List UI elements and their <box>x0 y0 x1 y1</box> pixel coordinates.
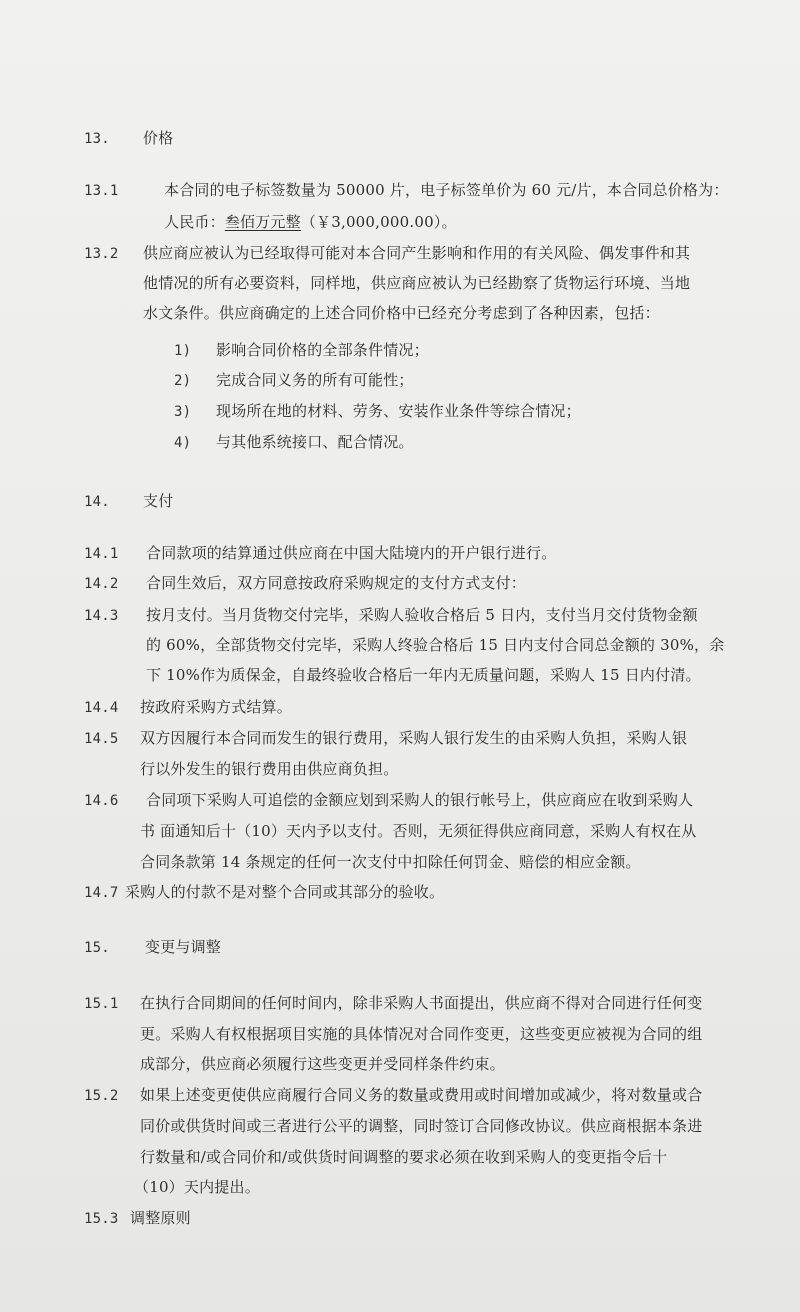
clause-14-6-line2: 书 面通知后十（10）天内予以支付。否则，无须征得供应商同意，采购人有权在从 <box>140 822 697 840</box>
clause-14-1-line1: 合同款项的结算通过供应商在中国大陆境内的开户银行进行。 <box>146 544 557 562</box>
section-14-title: 支付 <box>143 492 174 510</box>
clause-14-1-number: 14.1 <box>84 546 119 562</box>
section-14-number: 14. <box>84 494 110 510</box>
clause-14-6-number: 14.6 <box>84 793 119 809</box>
clause-15-1-line2: 更。采购人有权根据项目实施的具体情况对合同作变更，这些变更应被视为合同的组 <box>140 1025 703 1043</box>
clause-14-3-line3: 下 10%作为质保金，自最终验收合格后一年内无质量问题，采购人 15 日内付清。 <box>146 666 701 684</box>
clause-13-1-number: 13.1 <box>84 183 119 199</box>
amount-in-words: 叁佰万元整 <box>224 213 301 231</box>
clause-15-2-line3: 行数量和/或合同价和/或供货时间调整的要求必须在收到采购人的变更指令后十 <box>140 1148 668 1166</box>
list-item-1-number: 1) <box>174 343 192 359</box>
clause-14-2-line1: 合同生效后，双方同意按政府采购规定的支付方式支付： <box>146 574 527 592</box>
clause-14-4-line1: 按政府采购方式结算。 <box>140 698 293 716</box>
list-item-2-text: 完成合同义务的所有可能性； <box>216 371 414 389</box>
list-item-3-number: 3) <box>174 404 192 420</box>
clause-15-1-number: 15.1 <box>84 996 119 1012</box>
clause-15-3-number: 15.3 <box>84 1211 119 1227</box>
clause-14-5-line2: 行以外发生的银行费用由供应商负担。 <box>140 760 399 778</box>
list-item-3-text: 现场所在地的材料、劳务、安装作业条件等综合情况； <box>216 402 581 420</box>
clause-14-3-line2: 的 60%，全部货物交付完毕，采购人终验合格后 15 日内支付合同总金额的 30%，余 <box>146 636 725 654</box>
clause-14-6-line3: 合同条款第 14 条规定的任何一次支付中扣除任何罚金、赔偿的相应金额。 <box>140 853 641 871</box>
clause-14-5-number: 14.5 <box>84 731 119 747</box>
clause-15-2-line2: 同价或供货时间或三者进行公平的调整，同时签订合同修改协议。供应商根据本条进 <box>140 1117 703 1135</box>
clause-13-2-line2: 他情况的所有必要资料，同样地，供应商应被认为已经勘察了货物运行环境、当地 <box>143 274 691 292</box>
clause-13-2-line3: 水文条件。供应商确定的上述合同价格中已经充分考虑到了各种因素，包括： <box>143 304 660 322</box>
section-13-number: 13. <box>84 131 110 147</box>
section-15-title: 变更与调整 <box>145 938 222 956</box>
section-13-title: 价格 <box>143 129 174 147</box>
clause-14-7-line1: 采购人的付款不是对整个合同或其部分的验收。 <box>125 883 445 901</box>
clause-13-2-line1: 供应商应被认为已经取得可能对本合同产生影响和作用的有关风险、偶发事件和其 <box>143 244 691 262</box>
clause-14-3-line1: 按月支付。当月货物交付完毕，采购人验收合格后 5 日内，支付当月交付货物金额 <box>146 606 698 624</box>
clause-14-5-line1: 双方因履行本合同而发生的银行费用，采购人银行发生的由采购人负担，采购人银 <box>140 729 688 747</box>
clause-14-4-number: 14.4 <box>84 700 119 716</box>
clause-13-1-line1: 本合同的电子标签数量为 50000 片，电子标签单价为 60 元/片，本合同总价格为： <box>164 181 729 199</box>
list-item-4-text: 与其他系统接口、配合情况。 <box>216 433 414 451</box>
clause-13-2-number: 13.2 <box>84 246 119 262</box>
clause-14-2-number: 14.2 <box>84 576 119 592</box>
clause-14-3-number: 14.3 <box>84 608 119 624</box>
clause-15-2-number: 15.2 <box>84 1088 119 1104</box>
list-item-1-text: 影响合同价格的全部条件情况； <box>216 341 429 359</box>
list-item-4-number: 4) <box>174 435 192 451</box>
clause-14-6-line1: 合同项下采购人可追偿的金额应划到采购人的银行帐号上，供应商应在收到采购人 <box>146 791 694 809</box>
section-15-number: 15. <box>84 940 110 956</box>
clause-15-2-line1: 如果上述变更使供应商履行合同义务的数量或费用或时间增加或减少，将对数量或合 <box>140 1086 703 1104</box>
list-item-2-number: 2) <box>174 373 192 389</box>
clause-13-1-line2 <box>164 211 457 233</box>
clause-15-3-line1: 调整原则 <box>130 1209 191 1227</box>
currency-label: 人民币： <box>164 213 225 231</box>
clause-15-1-line1: 在执行合同期间的任何时间内，除非采购人书面提出，供应商不得对合同进行任何变 <box>140 994 703 1012</box>
clause-15-2-line4: （10）天内提出。 <box>134 1178 260 1196</box>
amount-in-figures: （￥3,000,000.00）。 <box>300 213 457 231</box>
clause-15-1-line3: 成部分，供应商必须履行这些变更并受同样条件约束。 <box>140 1055 505 1073</box>
clause-14-7-number: 14.7 <box>84 885 119 901</box>
